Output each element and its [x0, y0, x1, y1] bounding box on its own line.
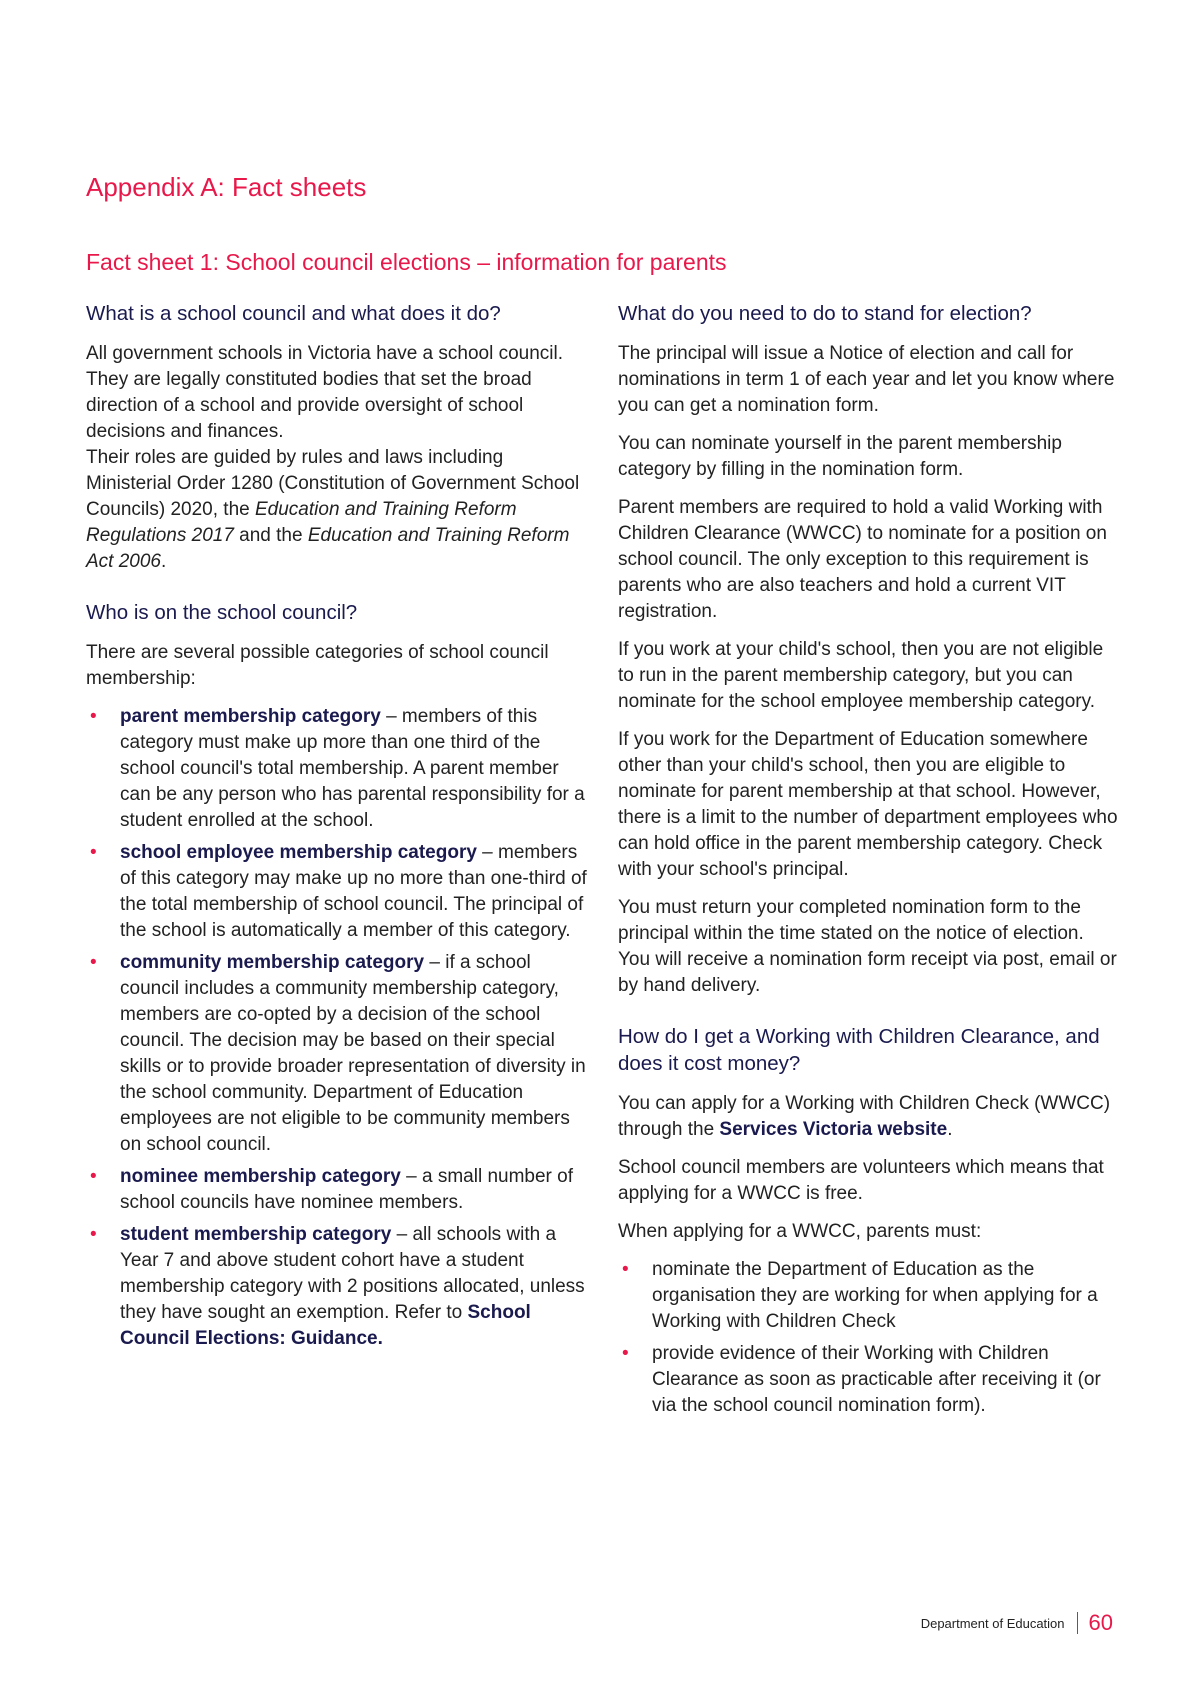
paragraph-apply-wwcc: You can apply for a Working with Children Check (WWCC) through the Services Victoria website.	[618, 1093, 1111, 1140]
paragraph-when-applying: When applying for a WWCC, parents must:	[618, 1221, 982, 1242]
list-item: • nominee membership category – a small number of school councils have nominee members.	[90, 1166, 574, 1213]
list-item: • nominate the Department of Education as the organisation they are working for when applying for a Working with Children Check	[622, 1259, 1098, 1332]
footer-department: Department of Education	[920, 1615, 1065, 1631]
paragraph-return-form: You must return your completed nomination form to the principal within the time stated on the notice of election. You will receive a nomination form receipt via post, email or by hand delivery.	[618, 897, 1117, 996]
bullet-dot-icon: •	[90, 1224, 97, 1245]
section-heading-stand-for-election: What do you need to do to stand for election?	[618, 302, 1032, 325]
membership-category-list	[86, 704, 590, 1352]
fact-sheet-title: Fact sheet 1: School council elections – information for parents	[86, 249, 727, 275]
paragraph-volunteers: School council members are volunteers which means that applying for a WWCC is free.	[618, 1157, 1104, 1204]
paragraph-notice-of-election: The principal will issue a Notice of election and call for nominations in term 1 of each year and let you know where you can get a nomination form.	[618, 343, 1115, 416]
bullet-dot-icon: •	[90, 842, 97, 863]
page-footer	[921, 1610, 1113, 1636]
list-item: • student membership category – all schools with a Year 7 and above student cohort have a student membership category with 2 positions allocated, unless they have sought an exemption. Refer to School Council Elections: Guidance.	[90, 1224, 585, 1349]
paragraph-nominate-yourself: You can nominate yourself in the parent membership category by filling in the nomination form.	[618, 433, 1062, 480]
page-number: 60	[1088, 1610, 1113, 1635]
list-item: • provide evidence of their Working with Children Clearance as soon as practicable after receiving it (or via the school council nomination form).	[622, 1343, 1101, 1416]
left-column	[86, 300, 590, 1358]
right-column	[618, 300, 1120, 1425]
bullet-dot-icon: •	[90, 1166, 97, 1187]
bullet-dot-icon: •	[622, 1343, 629, 1364]
list-item: • parent membership category – members of this category must make up more than one third of the school council's total membership. A parent member can be any person who has parental responsibility for a student enrolled at the school.	[90, 706, 585, 831]
section-heading-what-is-council: What is a school council and what does it do?	[86, 302, 501, 325]
services-victoria-link[interactable]: Services Victoria website	[719, 1119, 948, 1140]
paragraph-wwcc-requirement: Parent members are required to hold a valid Working with Children Clearance (WWCC) to nominate for a position on school council. The only exception to this requirement is parents who are also teachers and hold a current VIT registration.	[618, 497, 1107, 622]
section-heading-wwcc: How do I get a Working with Children Clearance, and does it cost money?	[618, 1025, 1100, 1075]
paragraph-work-at-school: If you work at your child's school, then you are not eligible to run in the parent membership category, but you can nominate for the school employee membership category.	[618, 639, 1104, 712]
paragraph-council-intro: All government schools in Victoria have a school council. They are legally constituted bodies that set the broad direction of a school and provide oversight of school decisions and finances.	[86, 343, 564, 442]
section-heading-who-is-on-council: Who is on the school council?	[86, 601, 358, 624]
guidance-link[interactable]: School Council Elections: Guidance.	[120, 1302, 531, 1349]
bullet-dot-icon: •	[622, 1259, 629, 1280]
list-item: • school employee membership category – members of this category may make up no more than one-third of the total membership of school council. The principal of the school is automatically a member of this category.	[90, 842, 587, 941]
bullet-dot-icon: •	[90, 706, 97, 727]
footer-divider	[1077, 1612, 1078, 1634]
paragraph-work-for-department: If you work for the Department of Education somewhere other than your child's school, then you are eligible to nominate for parent membership at that school. However, there is a limit to the number of department employees who can hold office in the parent membership category. Check with your school's principal.	[618, 729, 1118, 880]
paragraph-categories-intro: There are several possible categories of school council membership:	[86, 642, 549, 689]
bullet-dot-icon: •	[90, 952, 97, 973]
appendix-title: Appendix A: Fact sheets	[86, 172, 367, 202]
list-item: • community membership category – if a school council includes a community membership category, members are co-opted by a decision of the school council. The decision may be based on their special skills or to provide broader representation of diversity in the school community. Department of Education employees are not eligible to be community members on school council.	[90, 952, 586, 1155]
paragraph-council-roles: Their roles are guided by rules and laws including Ministerial Order 1280 (Constitution of Government School Councils) 2020, the Education and Training Reform Regulations 2017 and the Education and Training Reform Act 2006.	[86, 447, 580, 572]
wwcc-requirements-list	[618, 1257, 1120, 1419]
